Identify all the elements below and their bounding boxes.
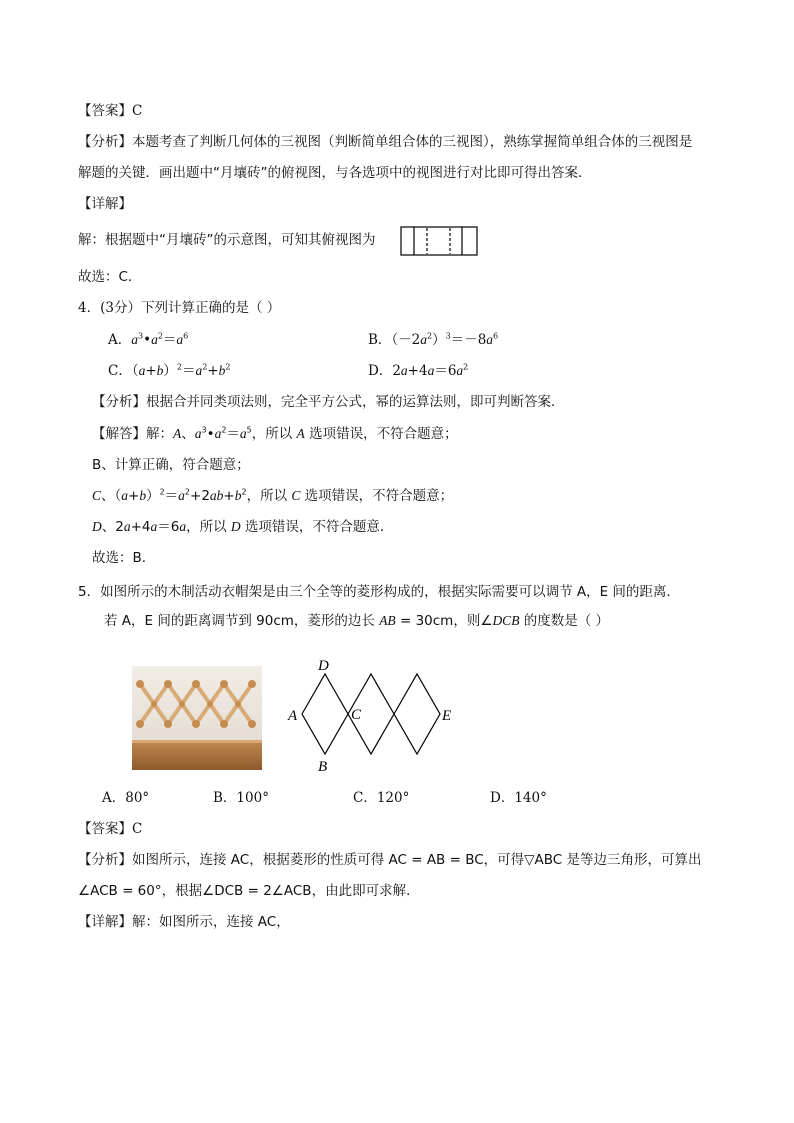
label-a: A bbox=[288, 708, 298, 724]
stem-text: = 30cm，则∠ bbox=[395, 613, 493, 629]
detail-text: 解：如图所示，连接 AC， bbox=[132, 914, 290, 930]
q4-solution-a: 【解答】解：A、$a^3•a^2=a^5$，所以 A 选项错误，不符合题意； bbox=[92, 425, 458, 442]
q4-solution-c: C、$(a+b)^2=a^2+2ab+b^2$，所以 C 选项错误，不符合题意； bbox=[92, 487, 454, 504]
answer-tag: 【答案】 bbox=[78, 103, 132, 119]
q5-detail-line bbox=[78, 913, 290, 931]
q4-analysis bbox=[92, 393, 565, 411]
q4-option-c: C．$(a+b)^2=a^2+b^2$ bbox=[108, 362, 231, 379]
q4-stem: 4．(3分）下列计算正确的是（ ） bbox=[78, 300, 281, 316]
answer-tag: 【答案】 bbox=[78, 821, 132, 837]
option-a-label: A． bbox=[108, 332, 132, 348]
stem-text: 若 A，E 间的距离调节到 90cm，菱形的边长 bbox=[104, 613, 380, 629]
q3-answer-line bbox=[78, 102, 142, 120]
rhombus-diagram bbox=[282, 652, 462, 776]
analysis-tag: 【分析】 bbox=[78, 852, 132, 868]
q4-solution-d: D、2a+4a＝6a，所以 D 选项错误，不符合题意． bbox=[92, 519, 394, 535]
q3-analysis-line-2: 解题的关键．画出题中“月壤砖”的俯视图，与各选项中的视图进行对比即可得出答案． bbox=[78, 165, 592, 181]
label-e: E bbox=[442, 708, 452, 724]
q4-conclusion: 故选：B. bbox=[92, 550, 147, 566]
answer-value: C bbox=[132, 103, 143, 119]
option-d-label: D． bbox=[368, 363, 393, 379]
q5-option-b: B．100° bbox=[213, 790, 269, 806]
top-view-figure bbox=[400, 226, 478, 256]
detail-tag: 【详解】 bbox=[78, 914, 132, 930]
option-b-label: B． bbox=[368, 332, 392, 348]
q5-analysis-line-1 bbox=[78, 851, 702, 869]
label-c: C bbox=[351, 707, 362, 723]
q3-detail-tag: 【详解】 bbox=[78, 196, 132, 212]
q5-stem-line-1: 5．如图所示的木制活动衣帽架是由三个全等的菱形构成的，根据实际需要可以调节 A，E 间的距离． bbox=[78, 584, 680, 600]
q5-option-d: D．140° bbox=[490, 790, 547, 806]
analysis-text: 根据合并同类项法则，完全平方公式，幂的运算法则，即可判断答案． bbox=[146, 394, 565, 410]
q3-conclusion: 故选：C． bbox=[78, 269, 142, 285]
analysis-tag: 【分析】 bbox=[78, 134, 132, 150]
q4-option-b: B．$(-2a^2)^3=-8a^6$ bbox=[368, 331, 499, 348]
angle-dcb: DCB bbox=[492, 613, 520, 628]
q4-solution-b: B、计算正确，符合题意； bbox=[92, 457, 250, 473]
analysis-text: 本题考查了判断几何体的三视图（判断简单组合体的三视图），熟练掌握简单组合体的三视图是 bbox=[132, 134, 693, 150]
q4-option-a: A．$a^3•a^2=a^6$ bbox=[108, 331, 189, 348]
solution-tag: 【解答】 bbox=[92, 426, 146, 442]
q4-option-d: D．$2a+4a=6a^2$ bbox=[368, 362, 469, 379]
analysis-text: 如图所示，连接 AC，根据菱形的性质可得 AC = AB = BC，可得▽ABC 是等边三角形，可算出 bbox=[132, 852, 702, 868]
option-c-label: C． bbox=[108, 363, 132, 379]
label-b: B bbox=[318, 759, 328, 775]
coat-rack-photo bbox=[132, 666, 262, 770]
q5-answer-line bbox=[78, 820, 142, 838]
analysis-tag: 【分析】 bbox=[92, 394, 146, 410]
q3-analysis-line-1 bbox=[78, 133, 692, 151]
q5-stem-line-2 bbox=[104, 612, 609, 630]
stem-text: 的度数是（ ） bbox=[519, 613, 610, 629]
q5-option-c: C．120° bbox=[353, 790, 410, 806]
q5-analysis-line-2: ∠ACB = 60°，根据∠DCB = 2∠ACB，由此即可求解． bbox=[78, 883, 420, 899]
answer-value: C bbox=[132, 821, 143, 837]
label-d: D bbox=[318, 658, 329, 674]
segment-ab: AB bbox=[379, 613, 396, 628]
q3-detail-line: 解：根据题中“月壤砖”的示意图，可知其俯视图为 bbox=[78, 232, 376, 248]
q5-option-a: A．80° bbox=[102, 790, 150, 806]
